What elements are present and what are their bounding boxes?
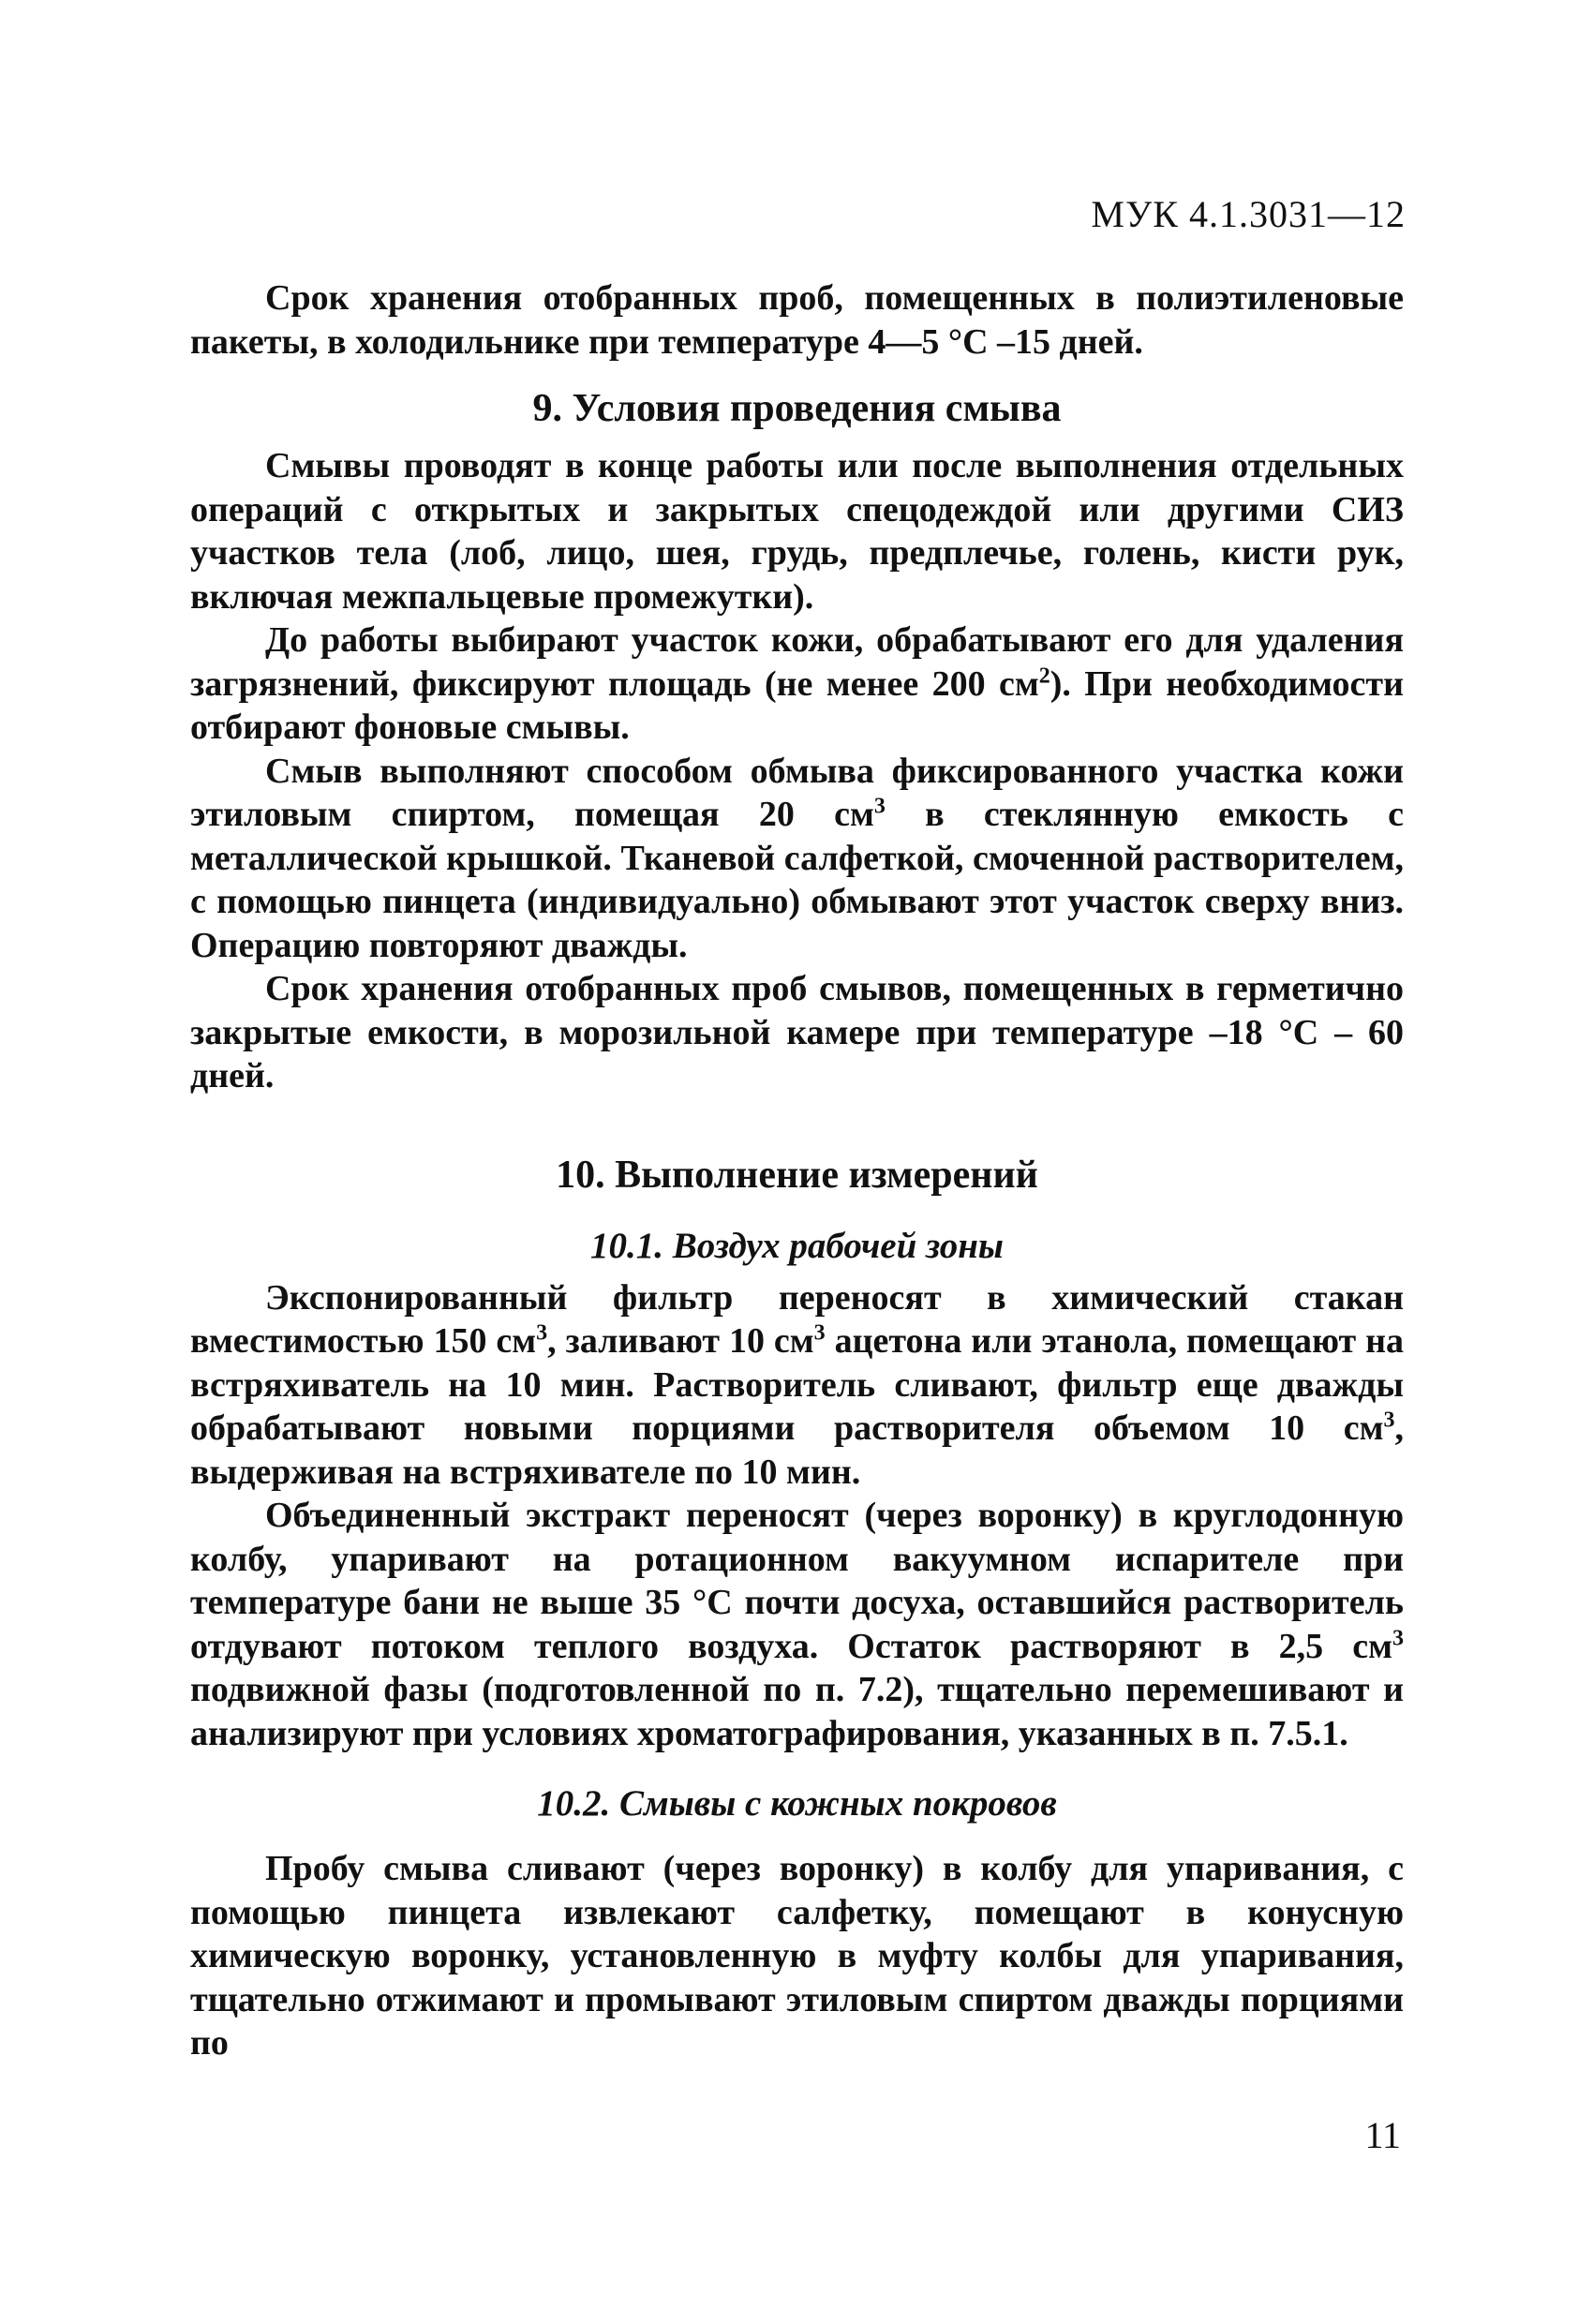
intro-paragraph: Срок хранения отобранных проб, помещенных в полиэтиленовые пакеты, в холодильнике при температуре 4—5 °С –15 дней. — [190, 278, 1404, 362]
subsection-10-2-title: 10.2. Смывы с кожных покровов — [537, 1783, 1057, 1824]
subsection-10-1-paragraph-1 — [190, 1276, 1404, 1495]
subsection-10-1-paragraph-2 — [190, 1494, 1404, 1755]
document-code: МУК 4.1.3031—12 — [1091, 193, 1406, 235]
section-9-paragraph-3-text: Смыв выполняют способом обмыва фиксированного участка кожи этиловым спиртом, помещая 20 см — [190, 751, 1404, 834]
section-10-title: 10. Выполнение измерений — [556, 1153, 1038, 1197]
superscript: 3 — [1392, 1625, 1404, 1650]
superscript: 2 — [1038, 663, 1050, 688]
text-fragment: Экспонированный фильтр переносят в химический стакан вместимостью 150 см — [190, 1277, 1404, 1361]
section-9-paragraph-4: Срок хранения отобранных проб смывов, помещенных в герметично закрытые емкости, в морозильной камере при температуре –18 °С – 60 дней. — [190, 969, 1404, 1095]
page-number: 11 — [1364, 2114, 1401, 2156]
section-9-title: 9. Условия проведения смыва — [532, 387, 1062, 430]
section-9-paragraph-1: Смывы проводят в конце работы или после выполнения отдельных операций с открытых и закрытых спецодеждой или другими СИЗ участков тела (лоб, лицо, шея, грудь, предплечье, голень, кисти рук, включая межпальцевые промежутки). — [190, 446, 1404, 617]
section-9-paragraph-2-text: До работы выбирают участок кожи, обрабатывают его для удаления загрязнений, фиксируют площадь (не менее 200 см — [190, 620, 1404, 704]
section-9-paragraph-2-end: ). При необходимости отбирают фоновые смывы. — [190, 663, 1404, 747]
text-fragment: , выдерживая на встряхивателе по 10 мин. — [190, 1408, 1404, 1492]
superscript: 3 — [813, 1320, 826, 1346]
superscript: 3 — [536, 1320, 548, 1346]
section-9-paragraph-2 — [190, 618, 1404, 750]
text-fragment: ацетона или этанола, помещают на встряхиватель на 10 мин. Растворитель сливают, фильтр еще дважды обрабатывают новыми порциями растворителя объемом 10 см — [190, 1321, 1405, 1448]
section-9-paragraph-3-end: в стеклянную емкость с металлической крышкой. Тканевой салфеткой, смоченной растворителем, с помощью пинцета (индивидуально) обмывают этот участок сверху вниз. Операцию повторяют дважды. — [190, 795, 1405, 965]
superscript: 3 — [1383, 1408, 1395, 1433]
section-9-paragraph-3 — [190, 750, 1404, 968]
superscript: 3 — [873, 794, 886, 819]
text-fragment: Объединенный экстракт переносят (через воронку) в круглодонную колбу, упаривают на ротационном вакуумном испарителе при температуре бани не выше 35 °С почти досуха, оставшийся растворитель отдувают потоком теплого воздуха. Остаток растворяют в 2,5 см — [190, 1496, 1404, 1666]
text-fragment: подвижной фазы (подготовленной по п. 7.2), тщательно перемешивают и анализируют при условиях хроматографирования, указанных в п. 7.5.1. — [190, 1670, 1404, 1753]
subsection-10-2-paragraph-1: Пробу смыва сливают (через воронку) в колбу для упаривания, с помощью пинцета извлекают салфетку, помещают в конусную химическую воронку, установленную в муфту колбы для упаривания, тщательно отжимают и промывают этиловым спиртом дважды порциями по — [190, 1849, 1404, 2063]
subsection-10-1-title: 10.1. Воздух рабочей зоны — [590, 1225, 1004, 1266]
page-content — [190, 276, 1404, 2065]
text-fragment: , заливают 10 см — [547, 1321, 814, 1361]
